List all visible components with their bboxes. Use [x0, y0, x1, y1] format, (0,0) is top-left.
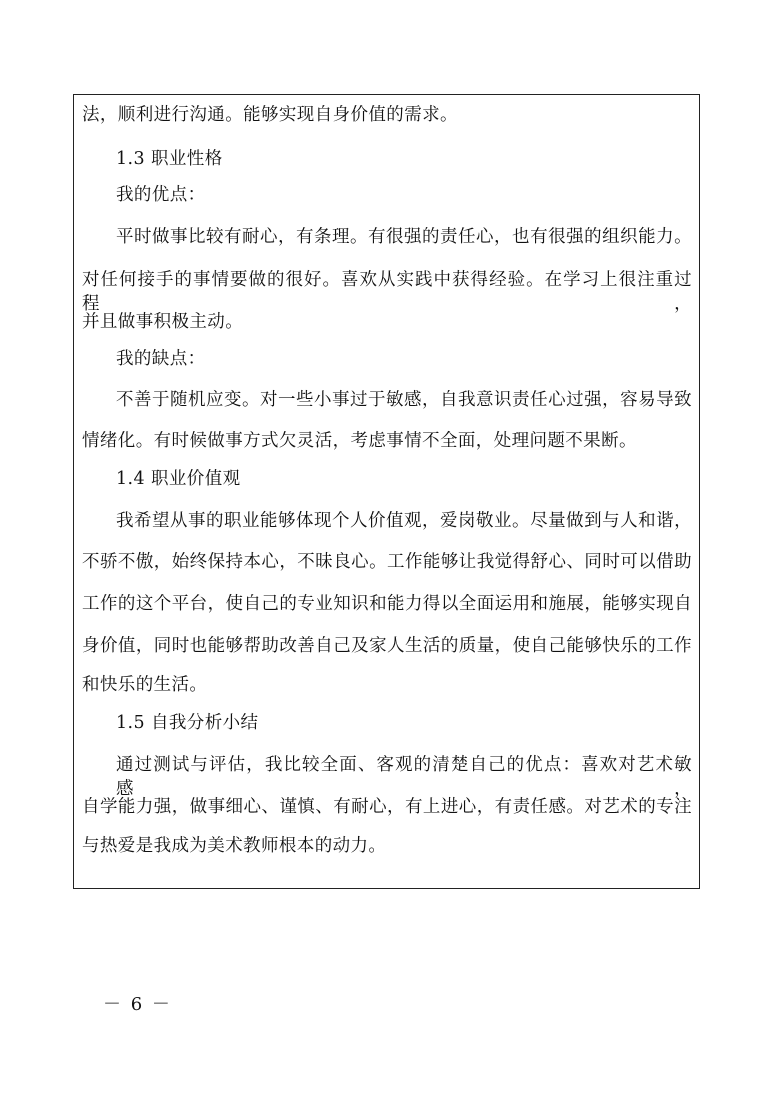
section-heading-1-3: 1.3 职业性格 — [116, 149, 223, 169]
text-line: 我希望从事的职业能够体现个人价值观，爱岗敬业。尽量做到与人和谐， — [116, 511, 692, 531]
subheading-weaknesses: 我的缺点： — [116, 349, 206, 369]
text-line: 身价值，同时也能够帮助改善自己及家人生活的质量，使自己能够快乐的工作 — [82, 636, 692, 656]
text-line: 自学能力强，做事细心、谨慎、有耐心，有上进心，有责任感。对艺术的专注 — [82, 797, 692, 817]
text-line: 通过测试与评估，我比较全面、客观的清楚自己的优点：喜欢对艺术敏感， — [116, 755, 692, 799]
text-line: 和快乐的生活。 — [82, 675, 208, 695]
text-line: 不善于随机应变。对一些小事过于敏感，自我意识责任心过强，容易导致 — [116, 390, 692, 410]
text-line: 工作的这个平台，使自己的专业知识和能力得以全面运用和施展，能够实现自 — [82, 594, 692, 614]
text-line: 情绪化。有时候做事方式欠灵活，考虑事情不全面，处理问题不果断。 — [82, 431, 637, 451]
subheading-strengths: 我的优点： — [116, 185, 206, 205]
text-line: 法，顺利进行沟通。能够实现自身价值的需求。 — [82, 105, 458, 125]
text-line: 平时做事比较有耐心，有条理。有很强的责任心，也有很强的组织能力。 — [116, 227, 692, 247]
text-line: 与热爱是我成为美术教师根本的动力。 — [82, 836, 387, 856]
text-line: 不骄不傲，始终保持本心，不昧良心。工作能够让我觉得舒心、同时可以借助 — [82, 552, 692, 572]
section-heading-1-5: 1.5 自我分析小结 — [116, 713, 259, 733]
text-line: 并且做事积极主动。 — [82, 312, 244, 332]
page-number: － 6 － — [103, 994, 172, 1015]
section-heading-1-4: 1.4 职业价值观 — [116, 469, 241, 489]
text-line: 对任何接手的事情要做的很好。喜欢从实践中获得经验。在学习上很注重过程， — [82, 270, 692, 314]
